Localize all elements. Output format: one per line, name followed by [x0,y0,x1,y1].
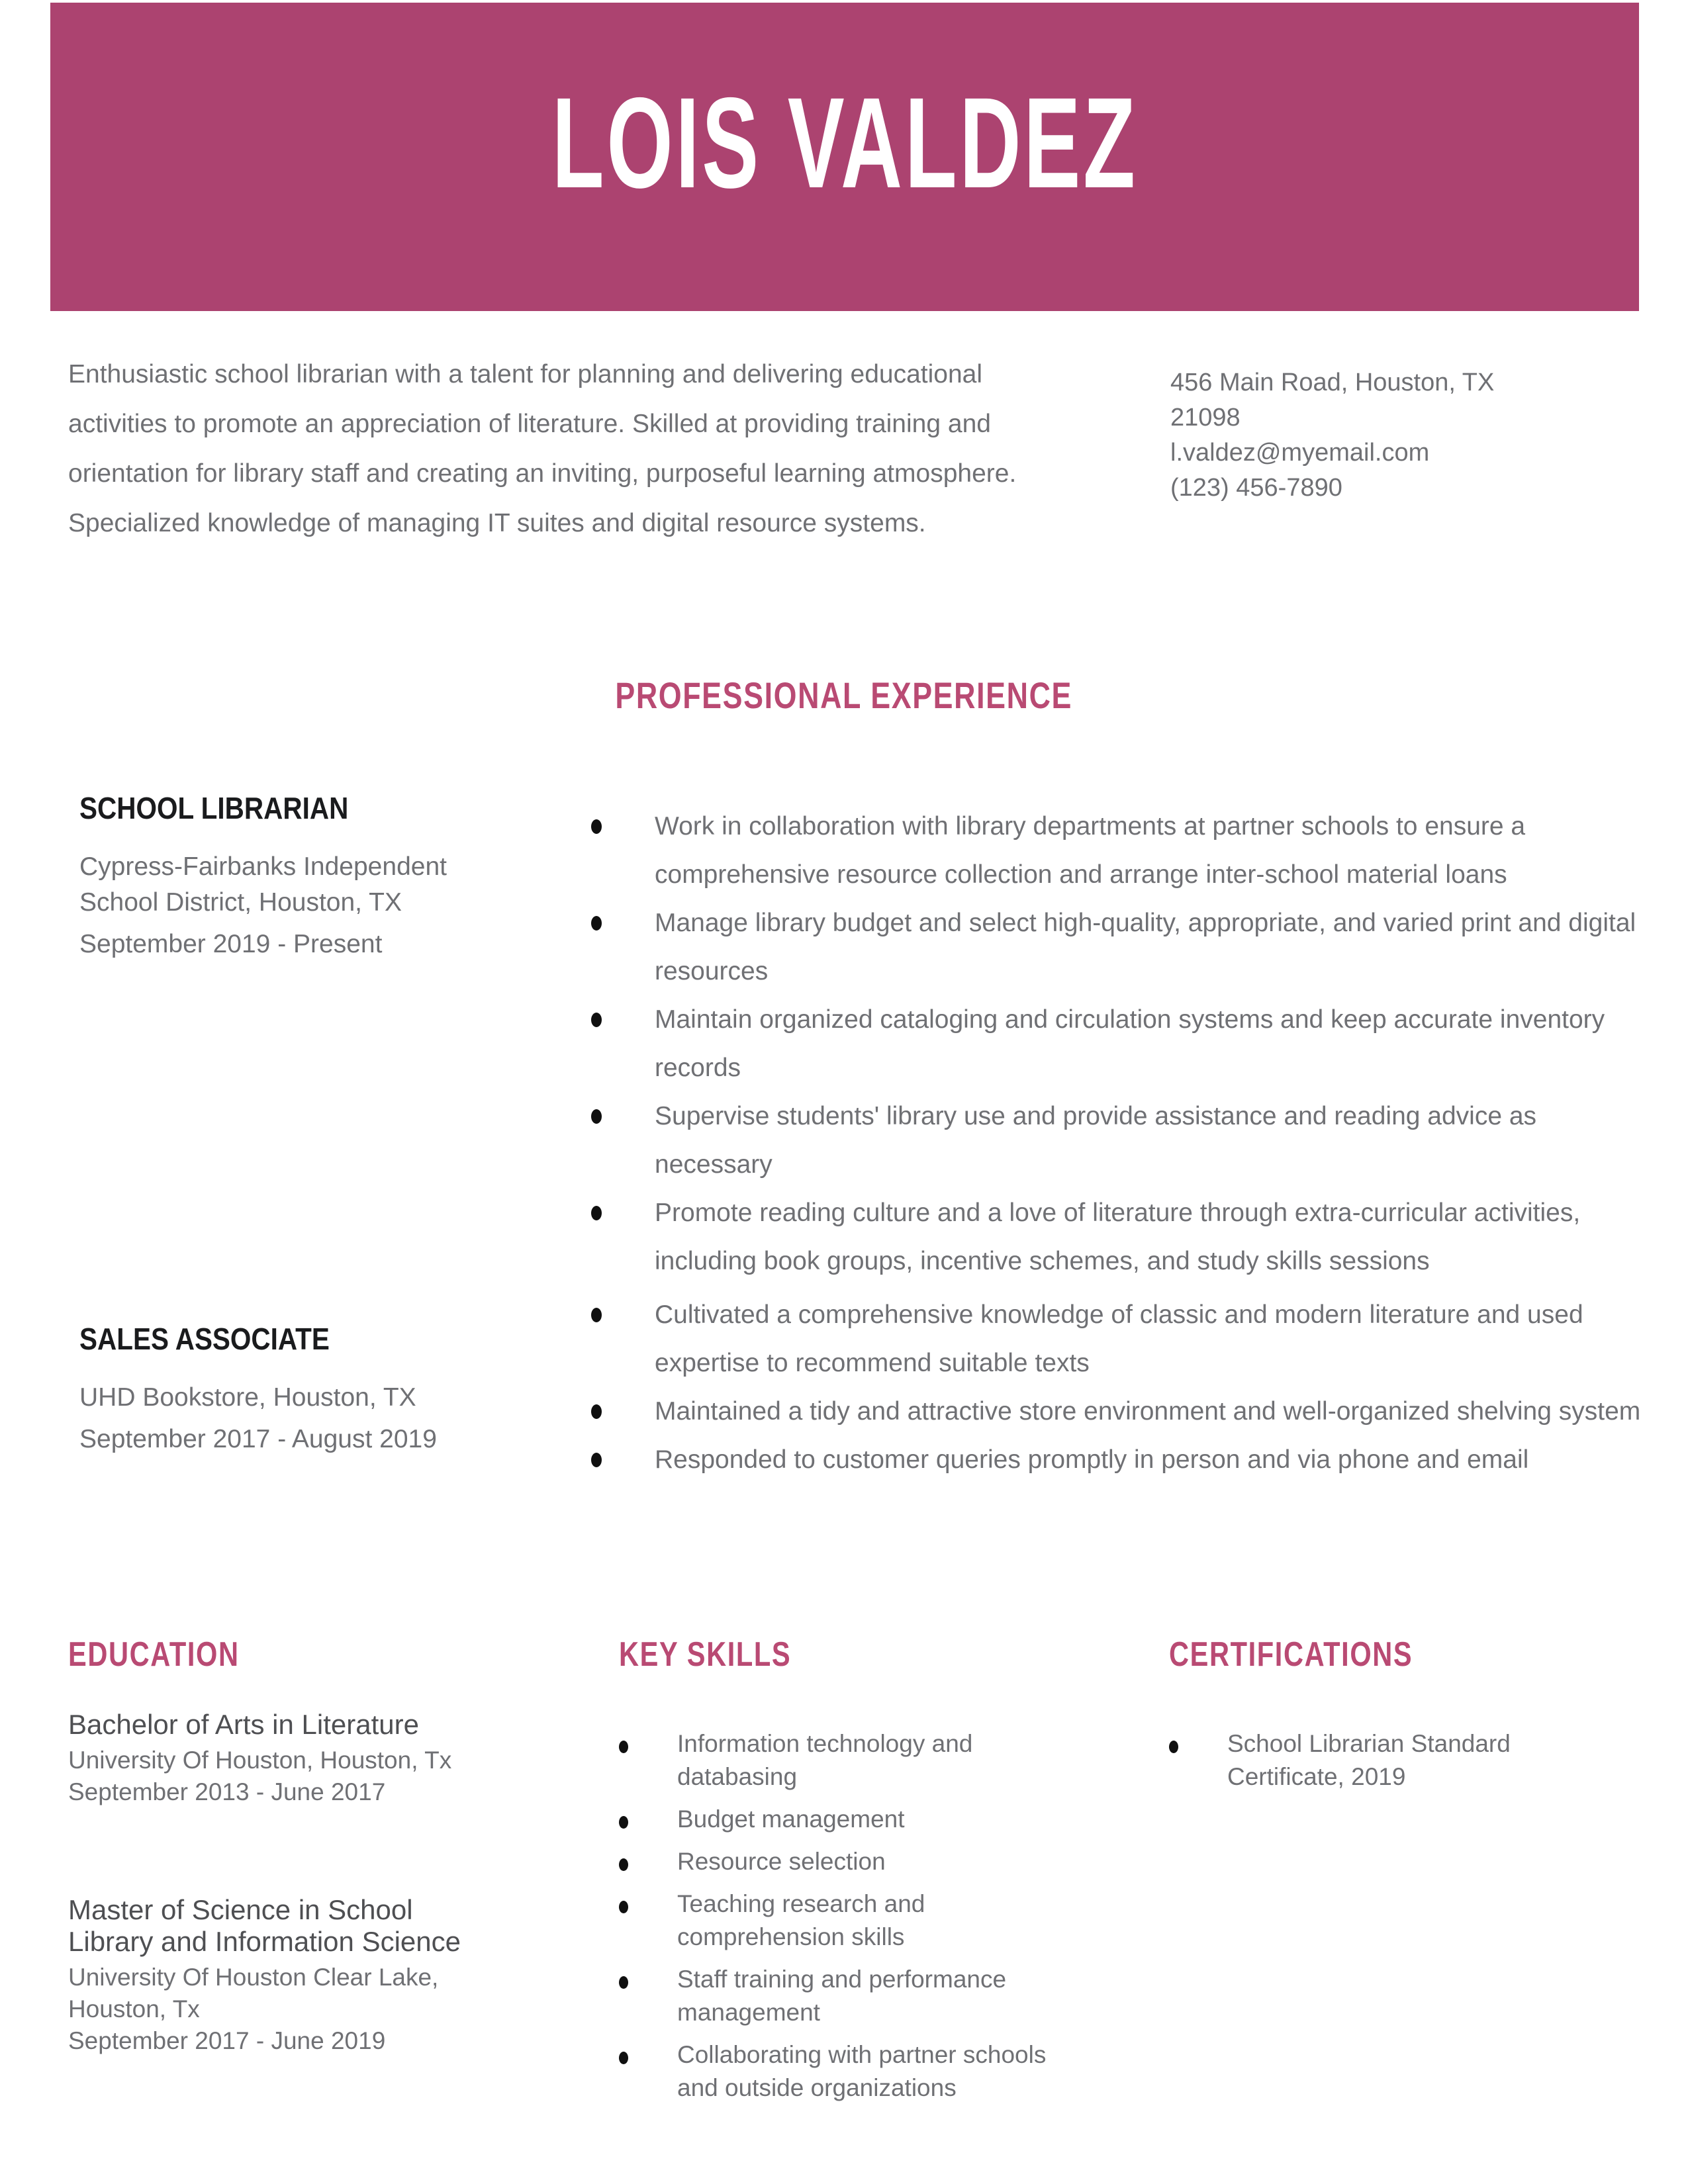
contact-phone: (123) 456-7890 [1170,474,1342,502]
degree-item [68,1894,465,2057]
bullet-dot-icon [591,1453,602,1467]
job-2-title: SALES ASSOCIATE [79,1322,330,1356]
bullet-dot-icon [591,819,602,834]
bullet-dot-icon [591,1013,602,1027]
contact-address-line2: 21098 [1170,404,1241,432]
bullet-text: Maintained a tidy and attractive store environment and well-organized shelving system [655,1397,1641,1426]
degree-title: Master of Science in School Library and Information Science [68,1894,461,1957]
job-2-dates: September 2017 - August 2019 [79,1425,437,1453]
contact-address-line1: 456 Main Road, Houston, TX [1170,369,1495,396]
job-2-meta [79,1322,490,1457]
skill-item [619,2038,1056,2105]
certification-item [1169,1727,1632,1794]
degree-title: Bachelor of Arts in Literature [68,1709,419,1740]
skill-text: Budget management [677,1805,905,1833]
key-skills-list [619,1727,1056,2105]
job-1-meta [79,792,490,962]
candidate-name: LOIS VALDEZ [551,71,1138,215]
bullet-item [591,995,1648,1092]
section-heading-experience: PROFESSIONAL EXPERIENCE [615,674,1073,716]
job-2-organization: UHD Bookstore, Houston, TX [79,1383,416,1412]
bullet-text: Responded to customer queries promptly in person and via phone and email [655,1445,1529,1474]
bullet-item [591,899,1648,995]
bullet-item [591,1291,1648,1387]
bullet-text: Supervise students' library use and provide assistance and reading advice as necessary [655,1102,1537,1179]
bullet-dot-icon [619,1976,628,1989]
bullet-item [591,1092,1648,1189]
bullet-item [591,1435,1648,1484]
bullet-dot-icon [1169,1741,1178,1753]
degree-dates: September 2017 - June 2019 [68,2027,386,2054]
bullet-dot-icon [619,1816,628,1829]
skill-item [619,1845,1056,1878]
bullet-dot-icon [591,1404,602,1419]
skill-item [619,1888,1056,1954]
bullet-dot-icon [591,1308,602,1322]
certifications-section [1169,1635,1632,1803]
job-1-dates: September 2019 - Present [79,930,383,958]
bullet-item [591,802,1648,899]
section-heading-certifications: CERTIFICATIONS [1169,1635,1413,1674]
certifications-list [1169,1727,1632,1794]
bullet-dot-icon [591,916,602,931]
header-band [50,3,1639,311]
skill-text: Information technology and databasing [677,1730,973,1790]
bullet-text: Cultivated a comprehensive knowledge of classic and modern literature and used expertise to recommend suitable texts [655,1300,1583,1377]
contact-email: l.valdez@myemail.com [1170,439,1430,467]
experience-section [0,674,1688,717]
degree-dates: September 2013 - June 2017 [68,1778,386,1805]
bullet-dot-icon [619,1901,628,1913]
degree-item [68,1709,465,1808]
job-1-title: SCHOOL LIBRARIAN [79,791,349,825]
skill-text: Staff training and performance management [677,1966,1007,2026]
summary-text: Enthusiastic school librarian with a talent for planning and delivering educational activities to promote an appreciation of literature. Skilled at providing training and orientation for library staff and creating an inviting, purposeful learning atmosphere. Specialized knowledge of managing IT suites and digital resource systems. [68,360,1017,537]
key-skills-section [619,1635,1056,2114]
bullet-text: Manage library budget and select high-quality, appropriate, and varied print and digital resources [655,909,1636,985]
bullet-dot-icon [619,1741,628,1753]
bullet-dot-icon [591,1206,602,1220]
contact-block [1170,365,1581,506]
degree-organization: University Of Houston, Houston, Tx [68,1747,452,1774]
bullet-item [591,1189,1648,1285]
bullet-dot-icon [591,1109,602,1124]
section-heading-key-skills: KEY SKILLS [619,1635,792,1674]
job-1-bullet-list [591,802,1648,1285]
job-2-bullet-list [591,1291,1648,1484]
bullet-text: Maintain organized cataloging and circulation systems and keep accurate inventory records [655,1005,1605,1082]
bullet-item [591,1387,1648,1435]
bullet-dot-icon [619,1858,628,1871]
skill-item [619,1803,1056,1836]
skill-text: Teaching research and comprehension skills [677,1890,925,1950]
degree-organization: University Of Houston Clear Lake, Houston, Tx [68,1964,439,2023]
skill-item [619,1727,1056,1794]
section-heading-education: EDUCATION [68,1635,240,1674]
bullet-dot-icon [619,2052,628,2064]
bullet-text: Promote reading culture and a love of literature through extra-curricular activities, including book groups, incentive schemes, and study skills sessions [655,1199,1581,1275]
skill-item [619,1963,1056,2029]
skill-text: Resource selection [677,1848,886,1875]
skill-text: Collaborating with partner schools and outside organizations [677,2041,1047,2101]
education-section [68,1635,492,2057]
job-1-organization: Cypress-Fairbanks Independent School District, Houston, TX [79,852,447,917]
certification-text: School Librarian Standard Certificate, 2019 [1227,1730,1511,1790]
bullet-text: Work in collaboration with library departments at partner schools to ensure a comprehensive resource collection and arrange inter-school material loans [655,812,1526,889]
